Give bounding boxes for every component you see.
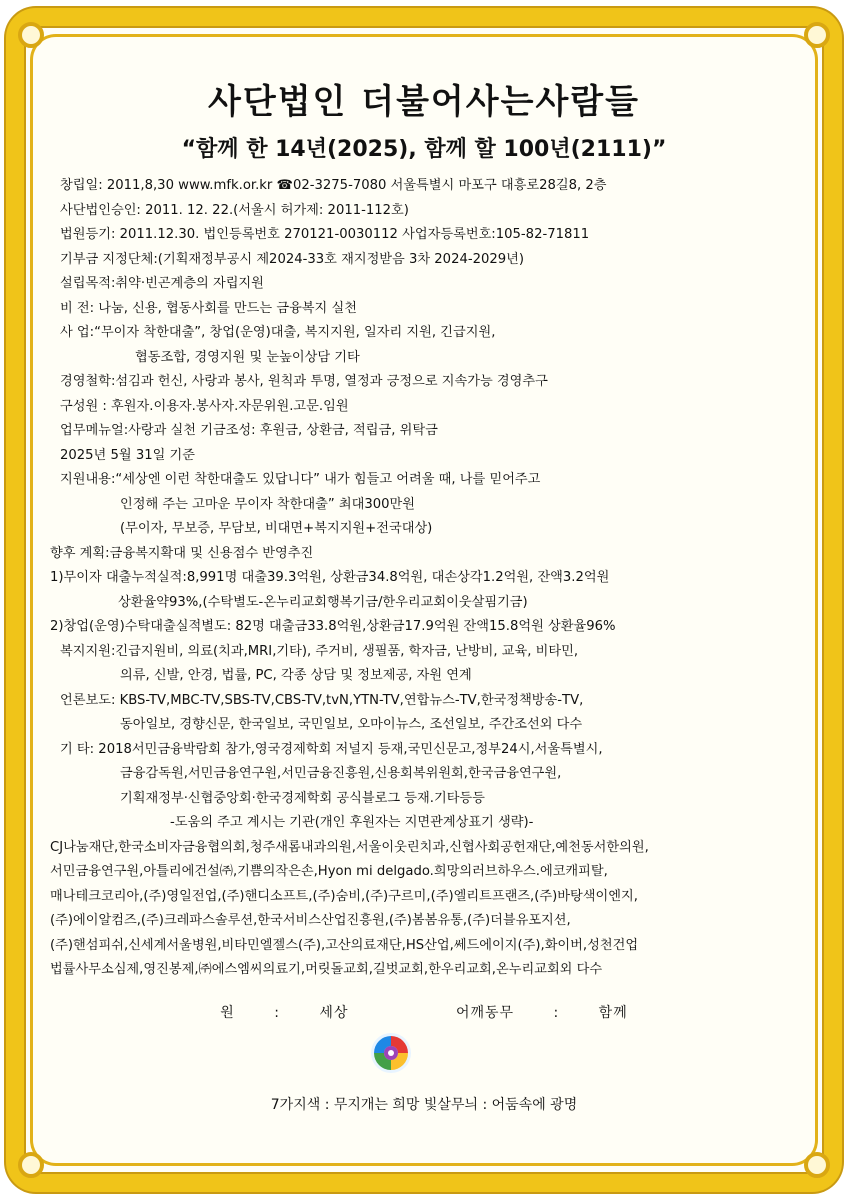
corner-ornament [804, 22, 830, 48]
info-line: 향후 계획:금융복지확대 및 신용점수 반영추진 [50, 545, 314, 561]
footer-caption: 7가지색 : 무지개는 희망 빛살무늬 : 어둠속에 광명 [270, 1097, 578, 1113]
sponsor-line: CJ나눔재단,한국소비자금융협의회,청주새롬내과의원,서울이웃린치과,신협사회공헌재단,예천동서한의원, [50, 839, 649, 855]
info-line: 복지지원:긴급지원비, 의료(치과,MRI,기타), 주거비, 생필품, 학자금, 난방비, 교육, 비타민, [60, 643, 579, 659]
corner-ornament [18, 22, 44, 48]
info-line: 1)무이자 대출누적실적:8,991명 대출39.3억원, 상환금34.8억원, 대손상각1.2억원, 잔액3.2억원 [50, 570, 610, 585]
info-line: 법원등기: 2011.12.30. 법인등록번호 270121-0030112 사업자등록번호:105-82-71811 [60, 227, 590, 242]
info-line: 2)창업(운영)수탁대출실적별도: 82명 대출금33.8억원,상환금17.9억원 잔액15.8억원 상환율96% [50, 619, 616, 634]
motto-line [0, 1002, 848, 1022]
motto-word: 어깨동무 [455, 1005, 515, 1021]
info-line: 언론보도: KBS-TV,MBC-TV,SBS-TV,CBS-TV,tvN,YTN-TV,연합뉴스-TV,한국정책방송-TV, [60, 692, 584, 708]
info-line: 동아일보, 경향신문, 한국일보, 국민일보, 오마이뉴스, 조선일보, 주간조선외 다수 [120, 717, 583, 732]
motto-colon: : [274, 1005, 280, 1021]
info-line: 창립일: 2011,8,30 www.mfk.or.kr ☎02-3275-7080 서울특별시 마포구 대흥로28길8, 2층 [60, 178, 607, 193]
document-body [50, 174, 810, 983]
info-line: 구성원 : 후원자.이용자.봉사자.자문위원.고문.임원 [60, 398, 349, 414]
info-line: (무이자, 무보증, 무담보, 비대면+복지지원+전국대상) [120, 521, 433, 536]
page-title: 사단법인 더불어사는사람들 [208, 82, 640, 122]
sponsor-line: 서민금융연구원,아틀리에건설㈜,기쁨의작은손,Hyon mi delgado.희망의러브하우스.에코캐피탈, [50, 864, 608, 879]
info-line: 기획재정부·신협중앙회·한국경제학회 공식블로그 등재.기타등등 [120, 790, 485, 806]
sponsor-line: (주)에이알컴즈,(주)크레파스솔루션,한국서비스산업진흥원,(주)봄봄유통,(주)더블유포지션, [50, 913, 571, 928]
motto-colon: : [553, 1005, 560, 1021]
sponsor-line: 법률사무소심제,영진봉제,㈜에스엠씨의료기,머릿돌교회,길벗교회,한우리교회,온누리교회외 다수 [50, 962, 603, 977]
info-line: 인정해 주는 고마운 무이자 착한대출” 최대300만원 [120, 496, 416, 512]
info-line: 경영철학:섬김과 헌신, 사랑과 봉사, 원칙과 투명, 열정과 긍정으로 지속가능 경영추구 [60, 374, 548, 389]
info-line: 사단법인승인: 2011. 12. 22.(서울시 허가제: 2011-112호) [60, 202, 409, 218]
info-line: 비 전: 나눔, 신용, 협동사회를 만드는 금융복지 실천 [60, 300, 357, 316]
rainbow-logo-icon [368, 1030, 414, 1076]
info-line: 의류, 신발, 안경, 법률, PC, 각종 상담 및 정보제공, 자원 연계 [120, 668, 472, 683]
info-line: 기부금 지정단체:(기획재정부공시 제2024-33호 재지정받음 3차 2024-2029년) [60, 251, 525, 267]
info-line: 사 업:“무이자 착한대출”, 창업(운영)대출, 복지지원, 일자리 지원, 긴급지원, [60, 325, 496, 340]
info-line: 상환율약93%,(수탁별도-온누리교회행복기금/한우리교회이웃살핌기금) [118, 594, 528, 610]
info-line: 기 타: 2018서민금융박람회 참가,영국경제학회 저널지 등재,국민신문고,정부24시,서울특별시, [60, 741, 603, 757]
info-line: 업무메뉴얼:사랑과 실천 기금조성: 후원금, 상환금, 적립금, 위탁금 [60, 423, 438, 438]
corner-ornament [18, 1152, 44, 1178]
info-line: 금융감독원,서민금융연구원,서민금융진흥원,신용회복위원회,한국금융연구원, [120, 766, 562, 781]
info-line: 협동조합, 경영지원 및 눈높이상담 기타 [135, 349, 360, 365]
sponsor-heading: -도움의 주고 계시는 기관(개인 후원자는 지면관계상표기 생략)- [170, 815, 534, 830]
info-line: 2025년 5월 31일 기준 [60, 447, 196, 463]
corner-ornament [804, 1152, 830, 1178]
motto-word: 원 [220, 1005, 235, 1021]
sponsor-line: 매나테크코리아,(주)영일전업,(주)핸디소프트,(주)숨비,(주)구르미,(주)엘리트프랜즈,(주)바탕색이엔지, [50, 888, 638, 904]
motto-word: 세상 [319, 1005, 349, 1021]
sponsor-line: (주)핸섬피쉬,신세계서울병원,비타민엘젤스(주),고산의료재단,HS산업,쎄드에이지(주),화이버,성천건업 [50, 937, 639, 953]
motto-word: 함께 [598, 1005, 628, 1021]
info-line: 지원내용:“세상엔 이런 착한대출도 있답니다” 내가 힘들고 어려울 때, 나를 믿어주고 [60, 472, 541, 487]
info-line: 설립목적:취약·빈곤계층의 자립지원 [60, 276, 264, 291]
page-subtitle: “함께 한 14년(2025), 함께 할 100년(2111)” [181, 137, 667, 162]
